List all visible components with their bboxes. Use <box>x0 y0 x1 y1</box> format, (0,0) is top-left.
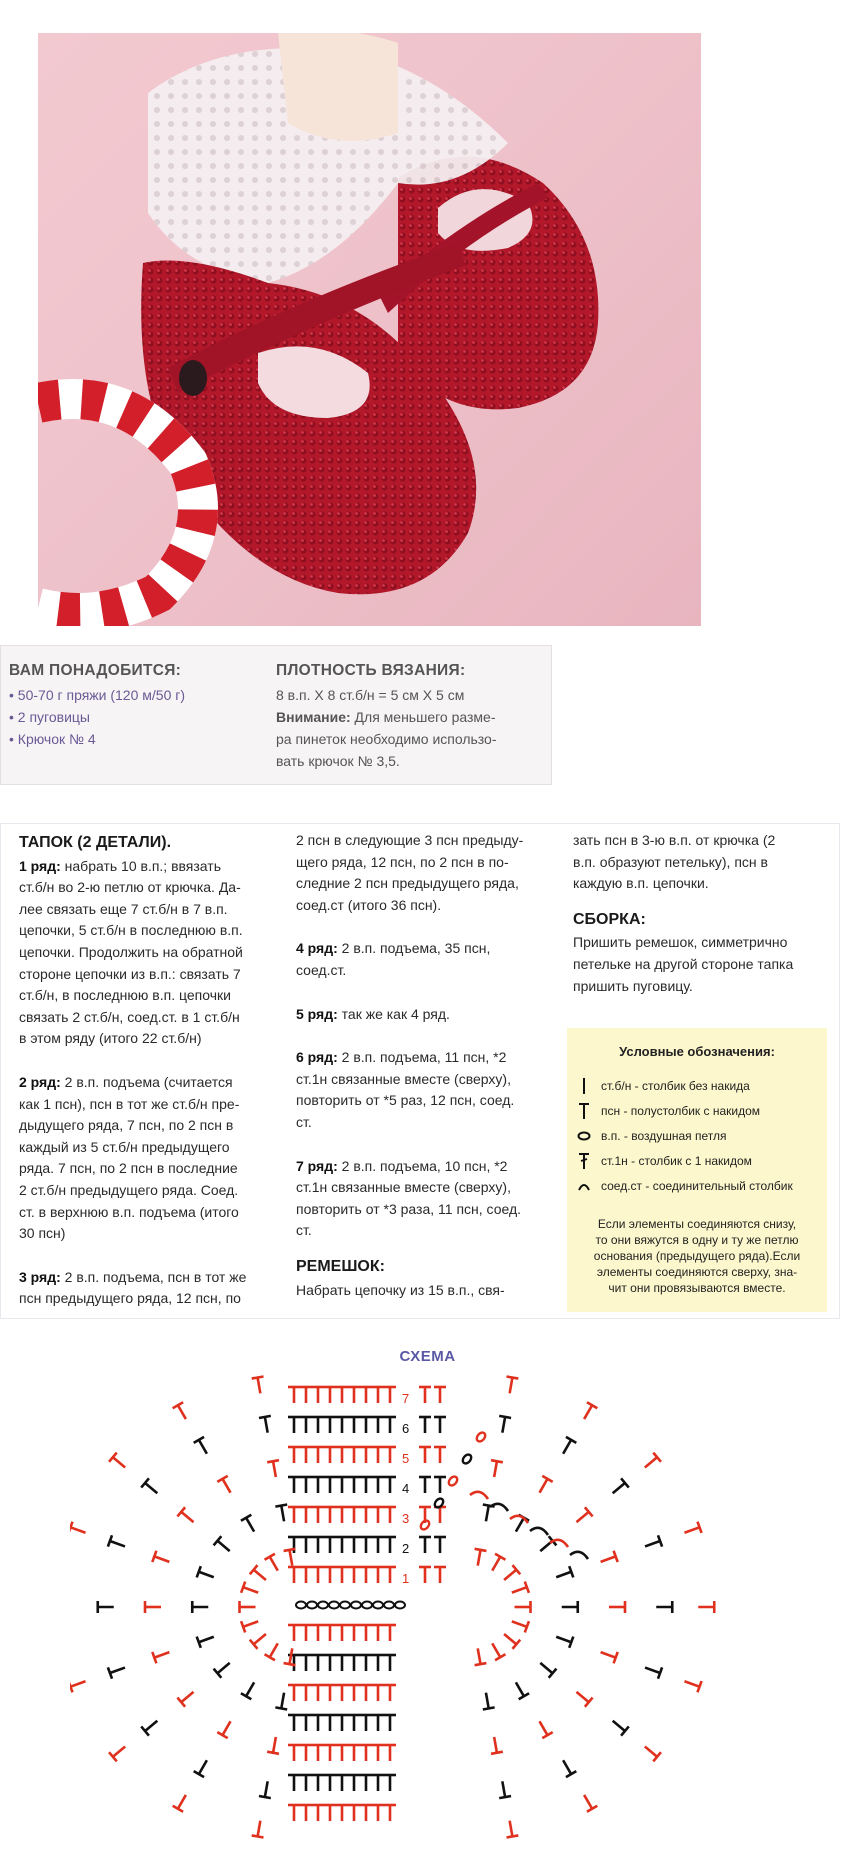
row-number: 1 <box>402 1571 410 1586</box>
stitch-symbol <box>197 1631 216 1648</box>
row-number: 3 <box>402 1511 410 1526</box>
stitch-symbol <box>434 1507 446 1523</box>
stitch-symbol <box>336 1685 348 1701</box>
stitch-symbol <box>472 1549 487 1567</box>
stitch-symbol <box>360 1447 372 1463</box>
stitch-symbol <box>682 1676 701 1693</box>
stitch-symbol <box>487 1640 505 1660</box>
gauge-note-line: ра пинеток необходимо использо- <box>276 731 497 747</box>
stitch-symbol <box>275 1692 290 1710</box>
stitch-symbol <box>384 1745 396 1761</box>
stitch-symbol <box>434 1567 446 1583</box>
stitch-symbol <box>259 1780 274 1798</box>
stitch-symbol <box>300 1655 312 1671</box>
stitch-symbol <box>324 1447 336 1463</box>
stitch-symbol <box>288 1507 300 1523</box>
stitch-symbol <box>324 1625 336 1641</box>
stitch-symbol <box>109 1742 129 1761</box>
stitch-symbol <box>419 1447 431 1463</box>
stitch-symbol <box>599 1551 618 1568</box>
stitch-symbol <box>384 1775 396 1791</box>
stitch-symbol <box>348 1537 360 1553</box>
stitch-symbol <box>324 1567 336 1583</box>
stitch-symbol <box>434 1477 446 1493</box>
chain-stitch-symbol <box>351 1602 361 1609</box>
legend-title: Условные обозначения: <box>619 1044 775 1059</box>
stitch-symbol <box>554 1631 573 1648</box>
stitch-symbol <box>98 1601 114 1613</box>
stitch-symbol <box>500 1565 520 1584</box>
stitch-symbol <box>372 1477 384 1493</box>
stitch-symbol <box>265 1640 283 1660</box>
stitch-symbol <box>348 1685 360 1701</box>
crochet-scheme <box>70 1375 770 1869</box>
stitch-symbol <box>312 1655 324 1671</box>
stitch-symbol <box>419 1417 431 1433</box>
stitch-symbol <box>372 1745 384 1761</box>
stitch-symbol <box>384 1507 396 1523</box>
stitch-symbol <box>324 1745 336 1761</box>
chain-stitch-symbol <box>373 1602 383 1609</box>
strap-text: Набрать цепочку из 15 в.п., свя- <box>296 1281 505 1298</box>
stitch-symbol <box>241 1616 260 1633</box>
stitch-symbol <box>348 1447 360 1463</box>
stitch-symbol <box>324 1775 336 1791</box>
stitch-symbol <box>384 1685 396 1701</box>
stitch-symbol <box>312 1477 324 1493</box>
stitch-symbol <box>275 1505 290 1523</box>
stitch-symbol <box>108 1535 127 1552</box>
stitch-symbol <box>360 1537 372 1553</box>
row-number: 4 <box>402 1481 410 1496</box>
stitch-symbol <box>384 1447 396 1463</box>
stitch-symbol <box>324 1477 336 1493</box>
chain-stitch-symbol <box>384 1602 394 1609</box>
stitch-symbol <box>348 1715 360 1731</box>
stitch-symbol <box>536 1658 556 1677</box>
stitch-symbol <box>312 1715 324 1731</box>
gauge-heading: ПЛОТНОСТЬ ВЯЗАНИЯ: <box>276 662 466 679</box>
stitch-symbol <box>348 1745 360 1761</box>
stitch-symbol <box>348 1477 360 1493</box>
stitch-symbol <box>141 1478 161 1497</box>
stitch-symbol <box>324 1417 336 1433</box>
gauge-value: 8 в.п. Х 8 ст.б/н = 5 см Х 5 см <box>276 687 465 703</box>
chain-stitch-symbol <box>461 1453 473 1465</box>
stitch-symbol <box>267 1460 282 1478</box>
stitch-symbol <box>643 1535 662 1552</box>
stitch-symbol <box>312 1745 324 1761</box>
stitch-symbol <box>288 1387 300 1403</box>
stitch-symbol <box>288 1477 300 1493</box>
stitch-symbol <box>372 1715 384 1731</box>
stitch-symbol <box>384 1477 396 1493</box>
stitch-symbol <box>360 1625 372 1641</box>
stitch-symbol <box>558 1437 576 1457</box>
stitch-symbol <box>177 1687 197 1706</box>
materials-item: • 50-70 г пряжи (120 м/50 г) <box>9 687 186 703</box>
row-7-text: 7 ряд: 2 в.п. подъема, 10 псн, *2 ст.1н связанные вместе (сверху), повторить от *3 раза, 11 псн, соед. ст. <box>296 1157 522 1239</box>
stitch-symbol <box>300 1775 312 1791</box>
stitch-symbol <box>609 1478 629 1497</box>
stitch-symbol <box>217 1718 235 1738</box>
stitch-symbol <box>536 1536 556 1555</box>
stitch-symbol <box>384 1715 396 1731</box>
stitch-symbol <box>384 1417 396 1433</box>
stitch-symbol <box>573 1507 593 1526</box>
stitch-symbol <box>515 1601 531 1613</box>
stitch-symbol <box>288 1625 300 1641</box>
stitch-symbol <box>265 1554 283 1574</box>
stitch-symbol <box>336 1655 348 1671</box>
stitch-symbol <box>194 1437 212 1457</box>
stitch-symbol <box>252 1376 267 1394</box>
stitch-symbol <box>336 1447 348 1463</box>
stitch-symbol <box>312 1685 324 1701</box>
stitch-symbol <box>288 1685 300 1701</box>
stitch-symbol <box>488 1736 503 1754</box>
slip-stitch-symbol <box>510 1516 528 1523</box>
stitch-symbol <box>534 1476 552 1496</box>
stitch-symbol <box>300 1417 312 1433</box>
stitch-symbol <box>504 1376 519 1394</box>
stitch-symbol <box>192 1601 208 1613</box>
stitch-symbol <box>300 1477 312 1493</box>
stitch-symbol <box>384 1625 396 1641</box>
stitch-symbol <box>372 1685 384 1701</box>
chain-stitch-symbol <box>340 1602 350 1609</box>
stitch-symbol <box>360 1655 372 1671</box>
stitch-symbol <box>372 1447 384 1463</box>
stitch-symbol <box>348 1387 360 1403</box>
stitch-symbol <box>384 1537 396 1553</box>
stitch-symbol <box>434 1447 446 1463</box>
stitch-symbol <box>324 1507 336 1523</box>
stitch-symbol <box>214 1536 234 1555</box>
stitch-symbol <box>372 1655 384 1671</box>
stitch-symbol <box>241 1515 259 1535</box>
stitch-symbol <box>109 1453 129 1472</box>
instructions-column-3 <box>573 830 831 997</box>
stitch-symbol <box>288 1447 300 1463</box>
row-2-text: 2 ряд: 2 в.п. подъема (считается как 1 псн), псн в тот же ст.б/н пре- дыдущего ряда, 7 псн, по 2 псн в каждый из 5 ст.б/н предыдущего ряда. 7 псн, по 2 псн в последние 2 ст.б/н предыдущего ряда. Соед. ст. в верхнюю в.п. подъема (итого 30 псн) <box>19 1073 240 1242</box>
stitch-symbol <box>372 1417 384 1433</box>
row-5-text: 5 ряд: так же как 4 ряд. <box>296 1005 450 1022</box>
stitch-symbol <box>682 1522 701 1539</box>
stitch-symbol <box>504 1820 519 1838</box>
row-4-text: 4 ряд: 2 в.п. подъема, 35 псн, соед.ст. <box>296 940 491 978</box>
stitch-symbol <box>348 1567 360 1583</box>
chain-stitch-symbol <box>362 1602 372 1609</box>
scheme-title: СХЕМА <box>399 1348 456 1365</box>
chain-stitch-icon <box>577 1126 591 1146</box>
stitch-symbol <box>372 1805 384 1821</box>
stitch-symbol <box>300 1715 312 1731</box>
stitch-symbol <box>360 1507 372 1523</box>
chain-stitch-symbol <box>307 1602 317 1609</box>
row-3-text: 3 ряд: 2 в.п. подъема, псн в тот же псн предыдущего ряда, 12 псн, по <box>19 1268 247 1307</box>
legend-item: соед.ст - соединительный столбик <box>577 1176 793 1196</box>
stitch-symbol <box>360 1567 372 1583</box>
stitch-symbol <box>348 1507 360 1523</box>
stitch-symbol <box>384 1567 396 1583</box>
stitch-symbol <box>372 1537 384 1553</box>
stitch-symbol <box>300 1625 312 1641</box>
stitch-symbol <box>300 1537 312 1553</box>
stitch-symbol <box>312 1805 324 1821</box>
chain-stitch-symbol <box>475 1431 487 1443</box>
stitch-symbol <box>300 1745 312 1761</box>
stitch-symbol <box>194 1757 212 1777</box>
stitch-symbol <box>348 1625 360 1641</box>
stitch-symbol <box>510 1616 529 1633</box>
strap-text-continued: зать псн в 3-ю в.п. от крючка (2 в.п. образуют петельку), псн в каждую в.п. цепочки. <box>573 832 776 892</box>
stitch-symbol <box>288 1775 300 1791</box>
stitch-symbol <box>609 1601 625 1613</box>
stitch-symbol <box>336 1477 348 1493</box>
stitch-symbol <box>579 1402 597 1422</box>
legend-item: в.п. - воздушная петля <box>577 1126 727 1146</box>
stitch-symbol <box>336 1417 348 1433</box>
row-number: 7 <box>402 1391 410 1406</box>
stitch-symbol <box>511 1679 529 1699</box>
legend-item: псн - полустолбик с накидом <box>577 1101 760 1121</box>
stitch-symbol <box>534 1718 552 1738</box>
stitch-symbol <box>336 1387 348 1403</box>
stitch-symbol <box>579 1792 597 1812</box>
stitch-symbol <box>434 1387 446 1403</box>
stitch-symbol <box>419 1567 431 1583</box>
stitch-symbol <box>324 1685 336 1701</box>
chain-stitch-symbol <box>329 1602 339 1609</box>
stitch-symbol <box>500 1629 520 1648</box>
stitch-symbol <box>240 1601 256 1613</box>
stitch-symbol <box>324 1805 336 1821</box>
stitch-symbol <box>141 1716 161 1735</box>
stitch-symbol <box>300 1567 312 1583</box>
stitch-symbol <box>145 1601 161 1613</box>
stitch-symbol <box>214 1658 234 1677</box>
stitch-symbol <box>336 1805 348 1821</box>
stitch-symbol <box>480 1505 495 1523</box>
assembly-text: Пришить ремешок, симметрично петельке на другой стороне тапка пришить пуговицу. <box>573 934 794 994</box>
legend-item: ст.б/н - столбик без накида <box>577 1076 750 1096</box>
stitch-symbol <box>609 1716 629 1735</box>
stitch-symbol <box>336 1745 348 1761</box>
stitch-symbol <box>496 1416 511 1434</box>
stitch-symbol <box>348 1417 360 1433</box>
stitch-symbol <box>241 1582 260 1599</box>
slip-stitch-symbol <box>550 1540 568 1547</box>
stitch-symbol <box>300 1507 312 1523</box>
stitch-symbol <box>197 1566 216 1583</box>
stitch-symbol <box>510 1582 529 1599</box>
slip-stitch-symbol <box>470 1492 488 1499</box>
stitch-symbol <box>288 1745 300 1761</box>
materials-heading: ВАМ ПОНАДОБИТСЯ: <box>9 662 182 679</box>
stitch-symbol <box>288 1417 300 1433</box>
stitch-symbol <box>300 1685 312 1701</box>
stitch-symbol <box>360 1775 372 1791</box>
double-crochet-icon <box>577 1151 591 1171</box>
stitch-symbol <box>558 1757 576 1777</box>
stitch-symbol <box>259 1416 274 1434</box>
slip-stitch-symbol <box>570 1552 588 1559</box>
stitch-symbol <box>217 1476 235 1496</box>
chain-stitch-symbol <box>395 1602 405 1609</box>
chain-stitch-symbol <box>447 1475 459 1487</box>
stitch-symbol <box>434 1417 446 1433</box>
stitch-symbol <box>312 1387 324 1403</box>
row-3-continued: 2 псн в следующие 3 псн предыду- щего ряда, 12 псн, по 2 псн в по- следние 2 псн предыдущего ряда, соед.ст (итого 36 псн). <box>296 832 524 913</box>
legend-note: Если элементы соединяются снизу, то они вяжутся в одну и ту же петлю основания (предыдущего ряда).Если элементы соединяются сверху, зна- чит они провязываются вместе. <box>593 1217 801 1295</box>
chain-stitch-symbol <box>318 1602 328 1609</box>
row-number: 6 <box>402 1421 410 1436</box>
stitch-symbol <box>643 1662 662 1679</box>
single-crochet-icon <box>577 1076 591 1096</box>
stitch-symbol <box>641 1453 661 1472</box>
stitch-symbol <box>360 1417 372 1433</box>
stitch-symbol <box>312 1417 324 1433</box>
gauge-note-line: вать крючок № 3,5. <box>276 753 400 769</box>
stitch-symbol <box>419 1477 431 1493</box>
stitch-symbol <box>300 1447 312 1463</box>
stitch-symbol <box>267 1736 282 1754</box>
stitch-symbol <box>173 1402 191 1422</box>
stitch-symbol <box>360 1685 372 1701</box>
instructions-column-1 <box>19 832 281 1324</box>
stitch-symbol <box>336 1537 348 1553</box>
row-6-text: 6 ряд: 2 в.п. подъема, 11 псн, *2 ст.1н связанные вместе (сверху), повторить от *5 раз, 12 псн, соед. ст. <box>296 1049 515 1130</box>
stitch-symbol <box>288 1715 300 1731</box>
row-number: 2 <box>402 1541 410 1556</box>
stitch-symbol <box>284 1549 299 1567</box>
stitch-symbol <box>698 1601 714 1613</box>
stitch-symbol <box>360 1805 372 1821</box>
stitch-symbol <box>348 1775 360 1791</box>
slip-stitch-icon <box>577 1176 591 1196</box>
stitch-symbol <box>70 1676 88 1693</box>
stitch-symbol <box>360 1715 372 1731</box>
stitch-symbol <box>312 1537 324 1553</box>
stitch-symbol <box>348 1805 360 1821</box>
stitch-symbol <box>177 1507 197 1526</box>
stitch-symbol <box>312 1567 324 1583</box>
stitch-symbol <box>434 1537 446 1553</box>
materials-item: • 2 пуговицы <box>9 709 90 725</box>
stitch-symbol <box>300 1805 312 1821</box>
stitch-symbol <box>152 1647 171 1664</box>
stitch-symbol <box>312 1447 324 1463</box>
stitch-symbol <box>300 1387 312 1403</box>
slipper-heading: ТАПОК (2 ДЕТАЛИ). <box>19 834 172 851</box>
stitch-symbol <box>599 1647 618 1664</box>
stitch-symbol <box>70 1522 88 1539</box>
stitch-symbol <box>360 1387 372 1403</box>
booties-photo <box>38 33 701 626</box>
stitch-symbol <box>488 1460 503 1478</box>
row-number: 5 <box>402 1451 410 1466</box>
stitch-symbol <box>348 1655 360 1671</box>
stitch-symbol <box>641 1742 661 1761</box>
stitch-symbol <box>487 1554 505 1574</box>
stitch-symbol <box>312 1507 324 1523</box>
strap-heading: РЕМЕШОК: <box>296 1257 385 1275</box>
chain-stitch-symbol <box>296 1602 306 1609</box>
rattle-ring <box>38 399 198 613</box>
stitch-symbol <box>108 1662 127 1679</box>
row-1-text: 1 ряд: набрать 10 в.п.; ввязать ст.б/н во 2-ю петлю от крючка. Да- лее связать еще 7 ст.б/н в 7 в.п. цепочки, 5 ст.б/н в последнюю в.п. цепочки. Продолжить на обратной стороне цепочки из в.п.: связать 7 ст.б/н, в последнюю в.п. цепочки связать 2 ст.б/н, соед.ст. в 1 ст.б/н в этом ряду (итого 22 ст.б/н) <box>19 857 243 1047</box>
stitch-symbol <box>324 1387 336 1403</box>
stitch-symbol <box>372 1625 384 1641</box>
stitch-symbol <box>384 1387 396 1403</box>
stitch-symbol <box>312 1625 324 1641</box>
stitch-symbol <box>336 1625 348 1641</box>
stitch-symbol <box>372 1507 384 1523</box>
stitch-symbol <box>173 1792 191 1812</box>
stitch-symbol <box>288 1567 300 1583</box>
stitch-symbol <box>336 1507 348 1523</box>
half-double-crochet-icon <box>577 1101 591 1121</box>
stitch-symbol <box>419 1387 431 1403</box>
stitch-symbol <box>480 1692 495 1710</box>
stitch-symbol <box>372 1387 384 1403</box>
stitch-symbol <box>573 1687 593 1706</box>
stitch-symbol <box>288 1805 300 1821</box>
materials-panel <box>0 645 552 785</box>
stitch-symbol <box>250 1629 270 1648</box>
stitch-symbol <box>324 1655 336 1671</box>
assembly-heading: СБОРКА: <box>573 910 646 928</box>
legend-panel <box>567 1028 827 1312</box>
stitch-symbol <box>312 1775 324 1791</box>
slip-stitch-symbol <box>530 1528 548 1535</box>
materials-item: • Крючок № 4 <box>9 731 96 747</box>
stitch-symbol <box>384 1655 396 1671</box>
gauge-note: Внимание: Для меньшего разме- <box>276 709 496 725</box>
legend-item: ст.1н - столбик с 1 накидом <box>577 1151 752 1171</box>
stitch-symbol <box>324 1537 336 1553</box>
stitch-symbol <box>324 1715 336 1731</box>
stitch-symbol <box>656 1601 672 1613</box>
stitch-symbol <box>152 1551 171 1568</box>
stitch-symbol <box>372 1567 384 1583</box>
stitch-symbol <box>252 1820 267 1838</box>
chain-stitch-symbol <box>419 1519 431 1531</box>
stitch-symbol <box>336 1775 348 1791</box>
stitch-symbol <box>419 1537 431 1553</box>
stitch-symbol <box>562 1601 578 1613</box>
stitch-symbol <box>360 1745 372 1761</box>
stitch-symbol <box>360 1477 372 1493</box>
instructions-column-2 <box>296 830 558 1301</box>
stitch-symbol <box>372 1775 384 1791</box>
stitch-symbol <box>554 1566 573 1583</box>
stitch-symbol <box>384 1805 396 1821</box>
stitch-symbol <box>472 1647 487 1665</box>
stitch-symbol <box>241 1679 259 1699</box>
stitch-symbol <box>250 1565 270 1584</box>
stitch-symbol <box>336 1715 348 1731</box>
stitch-symbol <box>496 1780 511 1798</box>
stitch-symbol <box>336 1567 348 1583</box>
